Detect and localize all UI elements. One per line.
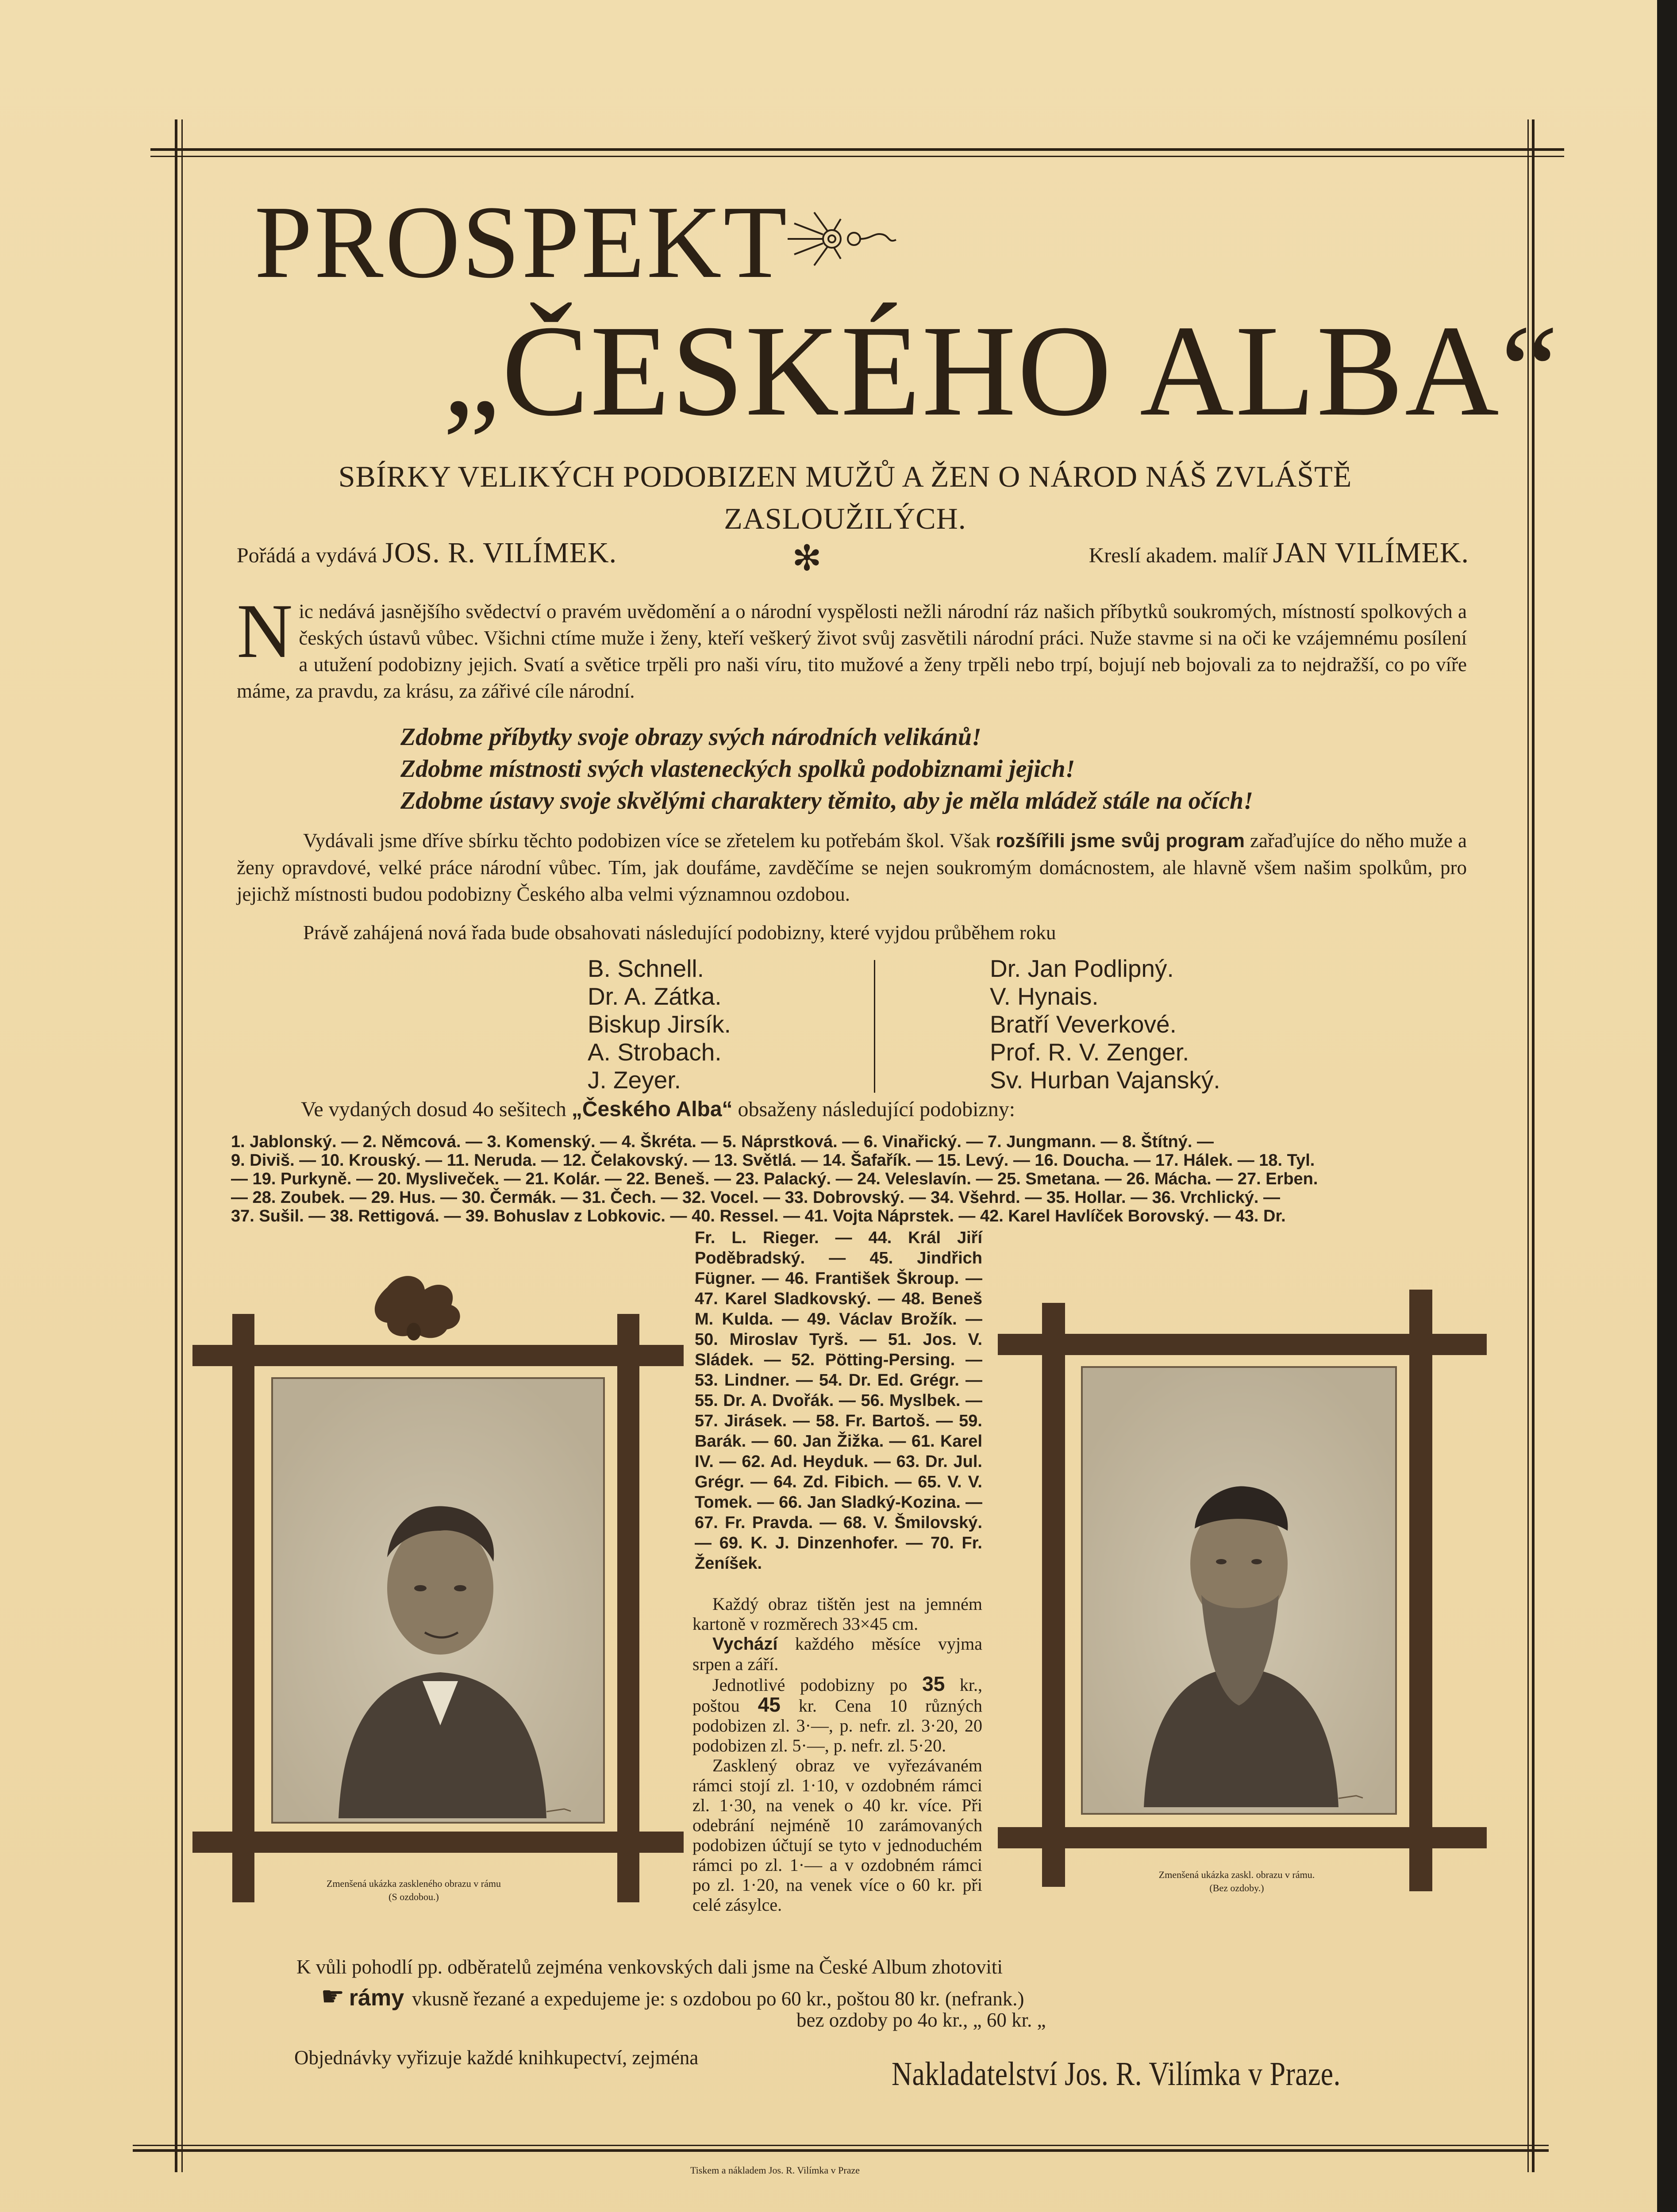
- program-text-rest: zařaďujíce do něho muže a ženy opravdové, velké práce národní vůbec. Tím, jak doufáme, zavděčíme se nejen soukromým domácnostem, ale hlavně všem našim spolkům, pro jejichž místnosti budou podobizny Českého alba velmi významnou ozdobou.: [237, 830, 1467, 905]
- slogan-line: Zdobme příbytky svoje obrazy svých národních velikánů!: [400, 723, 981, 751]
- published-intro-prefix: Ve vydaných dosud 4o sešitech: [301, 1098, 566, 1121]
- slogan-line: Zdobme místnosti svých vlasteneckých spolků podobiznami jejich!: [400, 755, 1075, 783]
- bottom-double-rule: [133, 2145, 1549, 2146]
- column-divider: [874, 960, 875, 1093]
- frames-emphasis: rámy: [349, 1985, 404, 2011]
- drop-cap: N: [237, 588, 293, 674]
- info-text: kr. Cena 10 různých podobizen zl. 3·—, p. nefr. zl. 3·20, 20 podobizen zl. 5·—, p. nefr. zl. 5·20.: [692, 1696, 982, 1755]
- info-price: 45: [758, 1693, 781, 1716]
- program-emphasis: rozšířili jsme svůj program: [996, 830, 1245, 852]
- publisher-credit: [237, 536, 617, 570]
- list-line: 9. Diviš. — 10. Krouský. — 11. Neruda. — 12. Čelakovský. — 13. Světlá. — 14. Šafařík. — 15. Levý. — 16. Doucha. — 17. Hálek. — 18. Tyl.: [231, 1151, 1315, 1170]
- publisher-prefix: Pořádá a vydává: [237, 544, 377, 567]
- oak-leaf-ornament-icon: [375, 1276, 460, 1340]
- info-price: 35: [922, 1672, 945, 1695]
- published-intro-suffix: obsaženy následující podobizny:: [738, 1098, 1015, 1121]
- program-paragraph: [237, 827, 1467, 907]
- list-line: — 28. Zoubek. — 29. Hus. — 30. Čermák. — 31. Čech. — 32. Vocel. — 33. Dobrovský. — 34. Všehrd. — 35. Hollar. — 36. Vrchlický. —: [231, 1188, 1281, 1207]
- info-paragraph: Zasklený obraz ve vyřezávaném rámci stojí zl. 1·10, v ozdobném rámci zl. 1·30, na venek o 40 kr. více. Při odebrání nejméně 10 zarámovaných podobizen účtují se tyto v jednoduchém rámci po zl. 1·— a v ozdobném rámci po zl. 1·20, na venek více o 60 kr. při celé zásylce.: [692, 1755, 982, 1915]
- slogans: [400, 721, 1253, 817]
- info-text: kr., poštou: [692, 1675, 983, 1716]
- right-caption-line: (Bez ozdoby.): [1209, 1882, 1264, 1893]
- portrait-name: Dr. A. Zátka.: [588, 983, 722, 1010]
- portrait-name: J. Zeyer.: [588, 1066, 681, 1094]
- info-paragraph: [692, 1674, 982, 1755]
- published-list-narrow: Fr. L. Rieger. — 44. Král Jiří Poděbradský. — 45. Jindřich Fügner. — 46. František Škroup. — 47. Karel Sladkovský. — 48. Beneš M. Kulda. — 49. Václav Brožík. — 50. Miroslav Tyrš. — 51. Jos. V. Sládek. — 52. Pötting-Persing. — 53. Lindner. — 54. Dr. Ed. Grégr. — 55. Dr. A. Dvořák. — 56. Myslbek. — 57. Jirásek. — 58. Fr. Bartoš. — 59. Barák. — 60. Jan Žižka. — 61. Karel IV. — 62. Ad. Heyduk. — 63. Dr. Jul. Grégr. — 64. Zd. Fibich. — 65. V. V. Tomek. — 66. Jan Sladký-Kozina. — 67. Fr. Pravda. — 68. V. Šmilovský. — 69. K. J. Dinzenhofer. — 70. Fr. Ženíšek.: [695, 1229, 982, 1573]
- portrait-name: Bratří Veverkové.: [990, 1010, 1177, 1038]
- frames-offer-line: bez ozdoby po 4o kr., „ 60 kr. „: [796, 2009, 1046, 2031]
- left-caption-line: (S ozdobou.): [388, 1891, 439, 1902]
- top-double-rule: [150, 148, 1564, 151]
- left-border-rule: [181, 119, 183, 2172]
- portrait-name: Biskup Jirsík.: [588, 1010, 731, 1038]
- info-text: Jednotlivé podobizny po: [712, 1675, 908, 1695]
- new-series-right-column: [990, 955, 1220, 1094]
- published-intro-title: „Českého Alba“: [571, 1098, 733, 1121]
- publisher-name: JOS. R. VILÍMEK.: [382, 537, 617, 569]
- right-framed-portrait: [998, 1290, 1487, 1909]
- title-ceskeho-alba: „ČESKÉHO ALBA“: [442, 298, 1560, 443]
- ornament-icon: [779, 208, 903, 270]
- portrait-name: Dr. Jan Podlipný.: [990, 955, 1174, 982]
- portrait-name: A. Strobach.: [588, 1038, 722, 1066]
- publisher-signature: Nakladatelství Jos. R. Vilímka v Praze.: [892, 2055, 1341, 2093]
- artist-name: JAN VILÍMEK.: [1273, 537, 1469, 569]
- right-caption-line: Zmenšená ukázka zaskl. obrazu v rámu.: [1158, 1869, 1315, 1880]
- left-caption-line: Zmenšená ukázka zaskleného obrazu v rámu: [327, 1878, 501, 1889]
- list-line: — 19. Purkyně. — 20. Mysliveček. — 21. Kolár. — 22. Beneš. — 23. Palacký. — 24. Veleslavín. — 25. Smetana. — 26. Mácha. — 27. Erben.: [231, 1170, 1318, 1188]
- portrait-name: B. Schnell.: [588, 955, 704, 982]
- top-double-rule: [150, 156, 1564, 157]
- portrait-name: Sv. Hurban Vajanský.: [990, 1066, 1220, 1094]
- new-series-intro: Právě zahájená nová řada bude obsahovati následující podobizny, které vyjdou průběhem roku: [303, 922, 1056, 944]
- pointing-hand-icon: ☛: [321, 1982, 345, 2011]
- subtitle: SBÍRKY VELIKÝCH PODOBIZEN MUŽŮ A ŽEN O NÁROD NÁŠ ZVLÁŠTĚ ZASLOUŽILÝCH.: [338, 460, 1352, 535]
- slogan-line: Zdobme ústavy svoje skvělými charaktery těmito, aby je měla mládež stále na očích!: [400, 787, 1253, 814]
- left-border-rule: [175, 119, 177, 2172]
- left-framed-portrait: [192, 1270, 684, 1924]
- published-intro: [301, 1097, 1015, 1121]
- portrait-name: Prof. R. V. Zenger.: [990, 1038, 1189, 1066]
- list-line: 1. Jablonský. — 2. Němcová. — 3. Komenský. — 4. Škréta. — 5. Náprstková. — 6. Vinařický. — 7. Jungmann. — 8. Štítný. —: [231, 1133, 1214, 1151]
- title-prospekt: PROSPEKT: [254, 184, 789, 300]
- published-list-wide: [231, 1133, 1465, 1225]
- artist-credit: [1089, 536, 1469, 570]
- info-paragraph: Každý obraz tištěn jest na jemném kartoně v rozměrech 33×45 cm.: [692, 1594, 982, 1634]
- intro-paragraph: [237, 588, 1467, 704]
- info-text: každého měsíce vyjma srpen a září.: [692, 1634, 982, 1674]
- intro-text: ic nedává jasnějšího svědectví o pravém uvědomění a o národní vyspělosti nežli národní ráz našich příbytků soukromých, místností spolkových a českých ústavů vůbec. Všichni ctíme muže i ženy, kteří veškerý život svůj zasvětili národní práci. Nuže stavme si na oči ke vzájemnému posílení a utužení podobizny jejich. Svatí a světice trpěli pro naši víru, tito mužové a ženy trpěli nebo trpí, bojují neb bojovali za to nejdražší, co po víře máme, za pravdu, za krásu, za zářivé cíle národní.: [237, 600, 1467, 702]
- list-line: 37. Sušil. — 38. Rettigová. — 39. Bohuslav z Lobkovic. — 40. Ressel. — 41. Vojta Náprstek. — 42. Karel Havlíček Borovský. — 43. Dr.: [231, 1207, 1286, 1225]
- artist-prefix: Kreslí akadem. malíř: [1089, 544, 1268, 567]
- frames-offer-line: [321, 1981, 1024, 2012]
- new-series-left-column: [588, 955, 731, 1094]
- bottom-double-rule: [133, 2149, 1549, 2152]
- printer-imprint: Tiskem a nákladem Jos. R. Vilímka v Praze: [690, 2165, 860, 2176]
- info-paragraph: [692, 1634, 982, 1674]
- frames-offer-text: vkusně řezané a expedujeme je: s ozdobou po 60 kr., poštou 80 kr. (nefrank.): [412, 1988, 1024, 2010]
- portrait-name: V. Hynais.: [990, 983, 1099, 1010]
- frames-offer-line: K vůli pohodlí pp. odběratelů zejména venkovských dali jsme na České Album zhotoviti: [296, 1956, 1003, 1978]
- orders-note: Objednávky vyřizuje každé knihkupectví, zejména: [294, 2047, 699, 2069]
- program-text: Vydávali jsme dříve sbírku těchto podobizen více se zřetelem ku potřebám škol. Však: [303, 830, 991, 852]
- asterisk-separator-icon: ✻: [792, 539, 822, 578]
- info-emphasis: Vychází: [712, 1634, 778, 1654]
- pricing-info: [692, 1594, 982, 1915]
